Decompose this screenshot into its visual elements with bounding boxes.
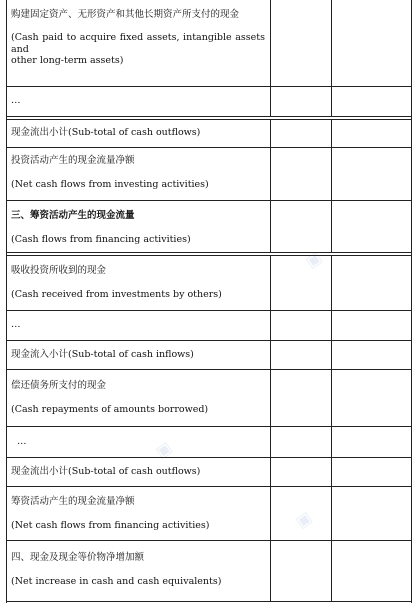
value-cell-1 xyxy=(270,0,332,86)
item-cell xyxy=(6,541,271,601)
value-cell-1 xyxy=(270,148,332,200)
item-cell xyxy=(6,148,271,200)
item-label-cn: 吸收投资所收到的现金 xyxy=(11,265,107,276)
table-row xyxy=(6,148,412,200)
value-cell-2 xyxy=(331,311,412,340)
table-row xyxy=(6,120,412,147)
item-label-en: (Net increase in cash and cash equivalents) xyxy=(11,576,222,587)
table-bottom-border xyxy=(6,601,412,602)
item-label-cn: 投资活动产生的现金流量净额 xyxy=(11,155,135,166)
value-cell-2 xyxy=(331,120,412,147)
table-row xyxy=(6,311,412,340)
item-label-en: (Cash received from investments by others) xyxy=(11,289,222,300)
value-cell-2 xyxy=(331,370,412,426)
value-cell-1 xyxy=(270,541,332,601)
table-row xyxy=(6,0,412,86)
cash-flow-table xyxy=(6,0,412,603)
item-label-cn: 筹资活动产生的现金流量净额 xyxy=(11,496,135,507)
item-label-cn: 偿还债务所支付的现金 xyxy=(11,380,107,391)
value-cell-2 xyxy=(331,201,412,252)
value-cell-1 xyxy=(270,341,332,369)
watermark-mark: ▣ xyxy=(291,507,316,532)
subtotal-label: 现金流入小计(Sub-total of cash inflows) xyxy=(11,349,194,360)
value-cell-2 xyxy=(331,256,412,310)
row-divider xyxy=(6,252,412,253)
row-divider xyxy=(6,116,412,117)
subtotal-label: 现金流出小计(Sub-total of cash outflows) xyxy=(11,466,201,477)
item-label-en: (Cash repayments of amounts borrowed) xyxy=(11,404,209,415)
value-cell-2 xyxy=(331,341,412,369)
value-cell-1 xyxy=(270,311,332,340)
table-row xyxy=(6,541,412,601)
value-cell-2 xyxy=(331,541,412,601)
item-label-cn: 四、现金及现金等价物净增加额 xyxy=(11,552,145,563)
item-cell xyxy=(6,120,271,147)
item-label-cn: 购建固定资产、无形资产和其他长期资产所支付的现金 xyxy=(11,9,240,20)
item-label-en-cont: other long-term assets) xyxy=(11,55,124,66)
value-cell-1 xyxy=(270,370,332,426)
section-heading-en: (Cash flows from financing activities) xyxy=(11,234,191,245)
item-cell xyxy=(6,427,271,457)
item-cell xyxy=(6,370,271,426)
table-row xyxy=(6,487,412,540)
section-heading: 三、筹资活动产生的现金流量 xyxy=(11,210,135,221)
table-row xyxy=(6,427,412,457)
item-label-en: (Net cash flows from investing activities) xyxy=(11,179,209,190)
subtotal-label: 现金流出小计(Sub-total of cash outflows) xyxy=(11,127,201,138)
item-label-en: (Cash paid to acquire fixed assets, intangible assets and xyxy=(11,32,265,55)
table-row xyxy=(6,256,412,310)
item-cell xyxy=(6,458,271,486)
item-cell xyxy=(6,256,271,310)
watermark-mark: ▣ xyxy=(151,437,176,462)
item-label-en: (Net cash flows from financing activities) xyxy=(11,520,210,531)
table-row xyxy=(6,341,412,369)
ellipsis-label: … xyxy=(11,319,21,330)
item-cell xyxy=(6,87,271,116)
value-cell-1 xyxy=(270,458,332,486)
ellipsis-label: … xyxy=(11,95,21,106)
table-row xyxy=(6,87,412,116)
item-cell xyxy=(6,341,271,369)
value-cell-1 xyxy=(270,120,332,147)
value-cell-2 xyxy=(331,148,412,200)
value-cell-2 xyxy=(331,0,412,86)
item-cell xyxy=(6,487,271,540)
table-row xyxy=(6,370,412,426)
table-row xyxy=(6,201,412,252)
item-cell xyxy=(6,201,271,252)
item-cell xyxy=(6,0,271,86)
value-cell-2 xyxy=(331,458,412,486)
ellipsis-label: … xyxy=(17,436,27,447)
value-cell-2 xyxy=(331,87,412,116)
table-row xyxy=(6,458,412,486)
value-cell-2 xyxy=(331,427,412,457)
value-cell-2 xyxy=(331,487,412,540)
value-cell-1 xyxy=(270,87,332,116)
watermark-mark: ▣ xyxy=(301,247,326,272)
value-cell-1 xyxy=(270,201,332,252)
value-cell-1 xyxy=(270,427,332,457)
item-cell xyxy=(6,311,271,340)
